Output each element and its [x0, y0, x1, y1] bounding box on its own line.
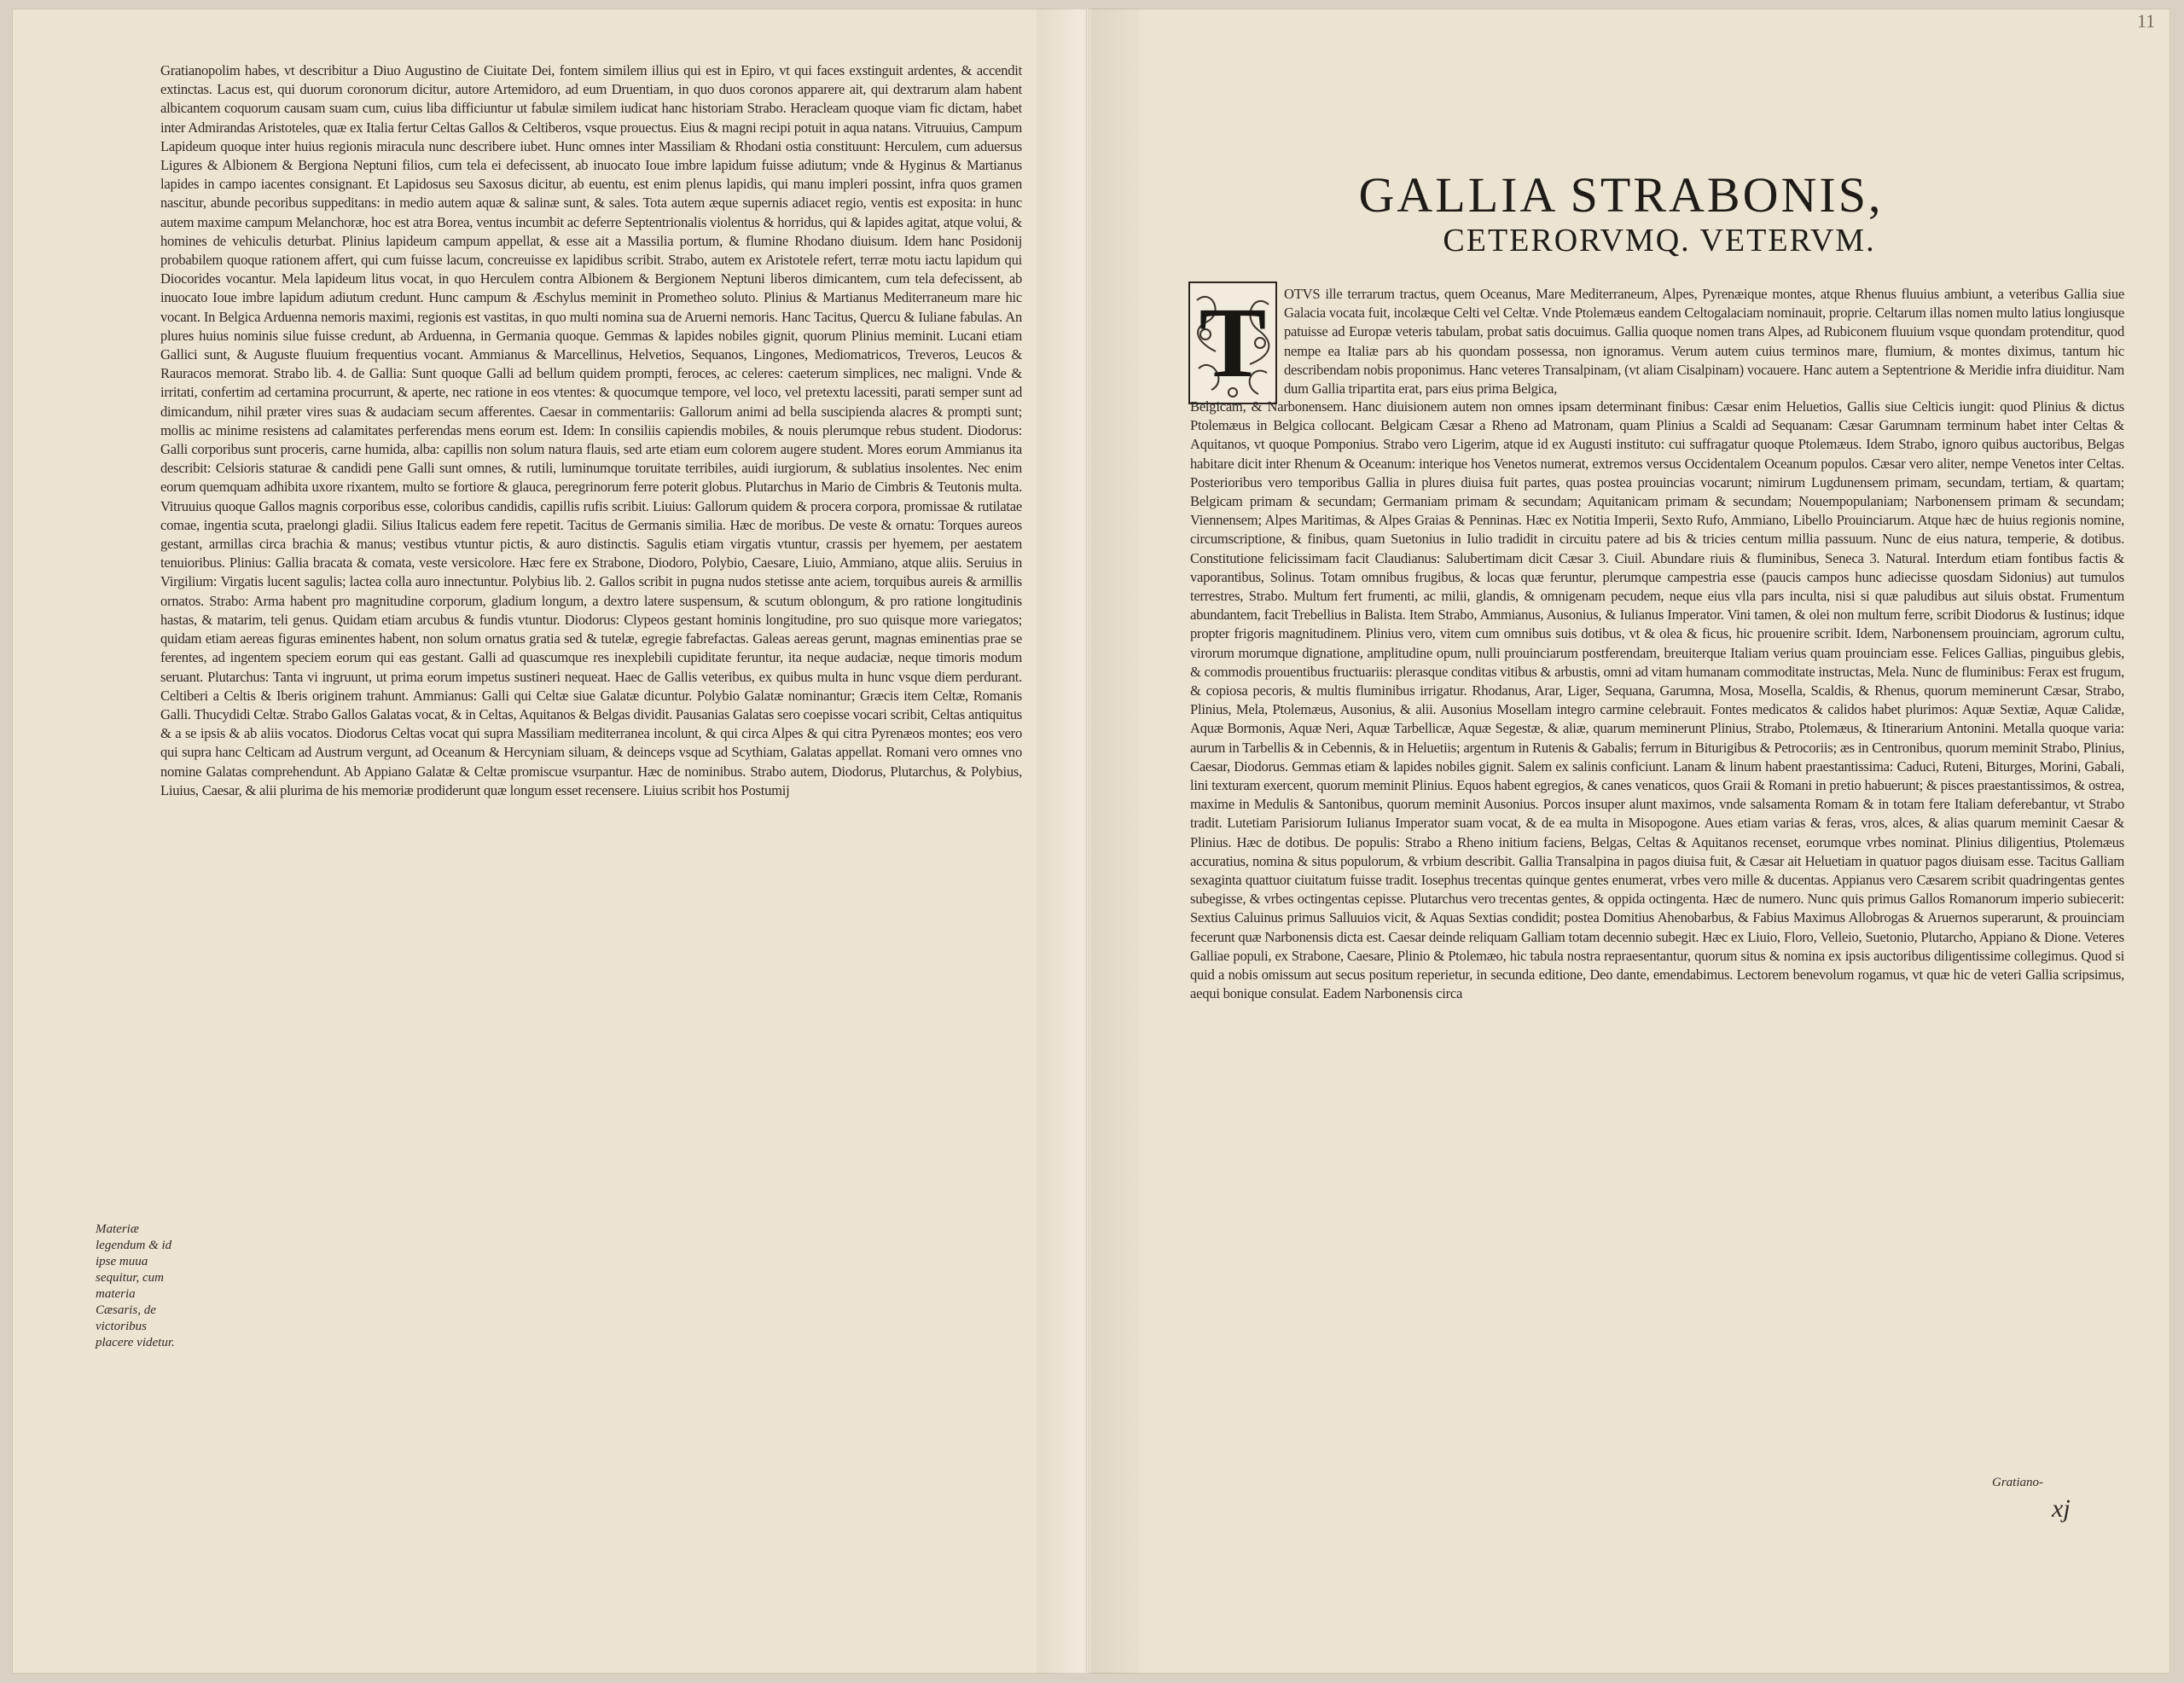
left-page [26, 26, 1032, 1663]
right-page [1139, 26, 2158, 1663]
page-number: xj [2052, 1494, 2071, 1523]
left-margin-note: Materiæ legendum & id ipse muua sequitur, cum materia Cæsaris, de victoribus placere videtur. [96, 1222, 175, 1349]
initial-letter: T [1199, 287, 1267, 398]
page-title: GALLIA STRABONIS, [1358, 167, 1884, 223]
right-body-text-intro: OTVS ille terrarum tractus, quem Oceanus, Mare Mediterraneum, Alpes, Pyrenæique montes, atque Rhenus fluuius ambiunt, a veteribus Gallia siue Galacia vocata fuit, incolæque Celti vel Celtæ. Vnde Ptolemæus eandem Celtogalaciam nominauit, proprie. Celtarum illas nomen multo latius longiusque patuisse ad Europæ veteris tabulam, probat satis docuimus. Gallia quoque nomen trans Alpes, ad Rubiconem fluuium vsque quondam protenditur, quod nempe ea Italiæ pars ab his quondam possessa, non ignoramus. Verum autem cuius terminos mare, flumium, & montes diximus, tantum hic describendam nobis proponimus. Hanc veteres Transalpinam, (vt aliam Cisalpinam) vocauere. Hanc autem a Septentrione & Meridie infra diuiditur. Nam dum Gallia tripartita erat, pars eius prima Belgica, [1284, 286, 2124, 398]
corner-mark: 11 [2137, 10, 2156, 32]
right-body-text: Belgicam, & Narbonensem. Hanc diuisionem autem non omnes ipsam determinant finibus: Cæsar enim Heluetios, Gallis siue Celticis iungit: quod Plinius & dictus Ptolemæus in Belgica collocant. Belgicam Cæsar a Rheno ad Matronam, quam Plinius a Scaldi ad Sequanam: Cæsar Garumnam terminum habet inter Celtas & Aquitanos, vt quoque Pomponius. Strabo vero Ligerim, atque id ex Augusti instituto: cui suffragatur quoque Ptolemæus. Idem Strabo, ignoro quibus auctoribus, Belgas habitare dicit inter Rhenum & Oceanum: interique hos Venetos numerat, extremos versus Occidentalem Oceanum populos. Cæsar vero aliter, nempe Venetos inter Celtas. Posterioribus vero temporibus Gallia in plures diuisa fuit partes, quas postea prouincias vocarunt; nimirum Lugdunensem primam, secundam, tertiam, & quartam; Belgicam primam & secundam; Germaniam primam & secundam; Aquitanicam primam & secundam; Nouempopulaniam; Narbonensem primam & secundam; Viennensem; Alpes Maritimas, & Alpes Graias & Penninas. Hæc ex Notitia Imperii, Sexto Rufo, Ammiano, Libello Prouinciarum. Atque hæc de huius regionis nomine, circumscriptione, & finibus, quam Suetonius in Iulio tradidit in circuitu patere ad bis & tricies centum millia passuum. Nunc de eius natura, temperie, & dotibus. Constitutione felicissimam facit Claudianus: Salubertimam dicit Cæsar 3. Ciuil. Abundare riuis & fluminibus, Seneca 3. Natural. Interdum etiam fontibus factis & vaporantibus, Solinus. Totam omnibus frugibus, & locas quæ feruntur, plerumque campestria esse (paucis campos hunc adiecisse quosdam Sidonius) aut tumulos terrestres, Strabo. Multum fert frumenti, ac milii, glandis, & omnigenam pecudem, neque eius vlla pars inculta, nisi si quæ paludibus aut siluis obstat. Frumentum abundantem, facit Trebellius in Balista. Item Strabo, Ammianus, Ausonius, & Iulianus Imperator. Vini tamen, & olei non multum ferre, scribit Diodorus & Iustinus; idque propter frigoris magnitudinem. Plinius vero, vitem cum omnibus suis dotibus, vt & olea & ficus, hic prouenire scribit. Idem, Narbonensem prouinciam, agrorum cultu, virorum morumque dignatione, amplitudine opum, nulli prouinciarum postferendam, breuiterque Italiam verius quam prouinciam esse. Felices Gallias, pinguibus glebis, & commodis prouentibus fructuariis: plerasque conditas vitibus & arbustis, omni ad vitam humanam commoditate instructas, Mela. Nunc de fluminibus: Ferax est frugum, & copiosa pecoris, & multis fluminibus irrigatur. Rhodanus, Arar, Liger, Sequana, Garumna, Mosa, Mosella, Scaldis, & Rhenus, quorum meminerunt Cæsar, Strabo, Plinius, Mela, Ptolemæus, Ausonius, & alii. Ausonius Mosellam integro carmine celebrauit. Fontes medicatos & calidos habet plurimos: Aquæ Sextiæ, Aquæ Calidæ, Aquæ Bormonis, Aquæ Neri, Aquæ Tarbellicæ, Aquæ Segestæ, & aliæ, quarum meminerunt Plinius, Strabo, Ptolemæus, & Itinerarium Antonini. Metalla quoque varia: aurum in Tarbellis & in Cebennis, & in Heluetiis; argentum in Rutenis & Gabalis; ferrum in Biturigibus & Petrocoriis; æs in Centronibus, quorum meminit Strabo, Plinius, Caesar, Diodorus. Gemmas etiam & lapides nobiles gignit. Salem ex salinis conficiunt. Lanam & linum habent praestantissima: Caduci, Ruteni, Biturges, Morini, Gabali, lini texturam exercent, quorum meminit Plinius. Equos habent egregios, & canes venaticos, quos Graii & Romani in pretio habuerunt; & pisces praestantissimos, & ostrea, maxime in Medulis & Santonibus, quorum meminit Ausonius. Porcos insuper alunt maximos, vnde salsamenta Romam & in totam fere Italiam deferebantur, vt Strabo tradit. Lutetiam Parisiorum Iulianus Imperator suam vocat, & de ea multa in Misopogone. Aues etiam varias & feras, vros, alces, & alias quarum meminit Caesar & Plinius. Hæc de dotibus. De populis: Strabo a Rheno initium faciens, Belgas, Celtas & Aquitanos recenset, eorumque vrbes nominat. Plinius diligentius, Ptolemæus accuratius, nomina & situs populorum, & vrbium describit. Gallia Transalpina in pagos diuisa fuit, & Cæsar ait Heluetiam in quatuor pagos diuisam esse. Tacitus Galliam sexaginta quattuor ciuitatum fuisse tradit. Iosephus trecentas quinque gentes enumerat, vrbes vero mille & ducentas. Appianus vero Cæsarem scribit quadringentas gentes subegisse, & vrbes octingentas cepisse. Plutarchus vero trecentas gentes, & oppida octingenta. Hæc de numero. Nunc quis primus Gallos Romanorum imperio subiecerit: Sextius Caluinus primus Salluuios vicit, & Aquas Sextias condidit; postea Domitius Ahenobarbus, & Fabius Maximus Allobrogas & Aruernos superarunt, & prouinciam fecerunt quæ Narbonensis dicta est. Caesar deinde reliquam Galliam totam decennio subegit. Hæc ex Liuio, Floro, Velleio, Suetonio, Plutarcho, Appiano & Dione. Veteres Galliae populi, ex Strabone, Caesare, Plinio & Ptolemæo, hic tabula nostra repraesentantur, quorum situs & nomina ex ipsis auctoribus diligentissime collegimus. Quod si quid a nobis omissum aut secus positum reperietur, in secunda editione, Deo dante, emendabimus. Lectorem benevolum rogamus, vt quæ hic de veteri Gallia scripsimus, aequi bonique consulat. Eadem Narbonensis circa [1190, 398, 2124, 1002]
left-body-text: Gratianopolim habes, vt describitur a Diuo Augustino de Ciuitate Dei, fontem similem illius qui est in Epiro, vt qui faces exstinguit ardentes, & accendit extinctas. Lacus est, qui duorum coronorum dicitur, autore Artemidoro, ad eum Druentiam, in quo duos coronos apparere ait, qui dextrarum alam habent albicantem coquorum causam suam cum, cuius liba difficiuntur ut fabulæ similem iudicat hanc historiam Strabo. Heracleam quoque viam fic dictam, habet inter Admirandas Aristoteles, quæ ex Italia fertur Celtas Gallos & Celtiberos, vsque prouectus. Eius & magni recipi potuit in aqua natans. Vitruuius, Campum Lapideum quoque inter huius regionis miracula nunc describere iubet. Hunc omnes inter Massiliam & Rhodani ostia constituunt: Herculem, cum aduersus Ligures & Albionem & Bergiona Neptuni filios, cum tela ei defecissent, ab inuocato Ioue imbre lapidum fuisse adiutum; vnde & Hyginus & Martianus lapides in campo iacentes consignant. Et Lapidosus seu Saxosus dicitur, ab euentu, est enim plenus lapidis, qui manu impleri possint, infra quos gramen nascitur, abunde pecoribus suppeditans: in medio autem aquæ & salinæ sunt, & sales. Tota autem æque supernis adiacet regio, ventis est exposita: in hunc autem maxime campum Melanchoræ, hoc est atra Borea, ventus incumbit ac deferre Septentrionalis violentus & horridus, qui & lapides agitat, atque volui, & homines de vehiculis deturbat. Plinius lapideum campum appellat, & esse ait a Massilia portum, & flumine Rhodano diuisum. Idem hanc Posidonij probabilem quoque rationem affert, qui cum fuisse lacum, concreuisse ex lapidibus scribit. Strabo, autem ex Aristotele refert, terræ motu iactu lapidum qui Diocorides vocantur. Mela lapideum litus vocat, in quo Herculem contra Albionem & Bergionem Neptuni liberos dimicantem, cum tela defecissent, ab inuocato Ioue imbre lapidum adiutum credunt. Hunc campum & Æschylus meminit in Prometheo soluto. Plinius & Martianus Mediterraneum mare hic vocant. In Belgica Arduenna nemoris maximi, regionis est vastitas, in quo multi nomina sua de Aruerni nemoris. Hanc Tacitus, Quercu & Iuliane fabulas. An plures huius nominis silue fuisse credunt, ab Arduenna, in Germania quoque. Gemmas & lapides nobiles gignit, quorum Plinius meminit. Lucani etiam Gallici sunt, & Auguste fluuium frequentius vocant. Ammianus & Marcellinus, Helvetios, Sequanos, Lingones, Mediomatricos, Treveros, Leucos & Rauracos memorat. Strabo lib. 4. de Gallia: Sunt quoque Galli ad bellum quidem prompti, feroces, ac celeres: caeterum simplices, nec maligni. Vnde & irritati, confertim ad certamina procurrunt, & aperte, nec ratione in eos vtentes: & quocumque tempore, vel loco, vel pretextu lacessiti, parati semper sunt ad dimicandum, nihil præter vires suas & audaciam secum afferentes. Caesar in commentariis: Gallorum animi ad bella suscipienda alacres & prompti sunt; mollis ac minime resistens ad calamitates perferendas mens eorum est. Idem: In consiliis capiendis mobiles, & nouis plerumque rebus student. Diodorus: Galli corporibus sunt proceris, carne humida, alba: capillis non solum natura flauis, sed arte etiam eum colorem augere student. Mores eorum Ammianus ita describit: Celsioris staturae & candidi pene Galli sunt omnes, & rutili, luminumque toruitate terribiles, auidi iurgiorum, & sublatius insolentes. Nec enim eorum quemquam adhibita uxore rixantem, multo se fortiore & glauca, peregrinorum ferre poterit globus. Plutarchus in Mario de Cimbris & Teutonis multa. Vitruuius quoque Gallos magnis corporibus esse, coloribus candidis, capillis rufis scribit. Liuius: Gallorum quidem & procera corpora, promissae & rutilatae comae, ingentia scuta, praelongi gladii. Silius Italicus eadem fere repetit. Tacitus de Germanis similia. Hæc de moribus. De veste & ornatu: Torques aureos gestant, armillas circa brachia & manus; vestibus vtuntur pictis, & auro distinctis. Sagulis etiam virgatis vtuntur, crassis per hyemem, per aestatem tenuioribus. Plinius: Gallia bracata & comata, veste versicolore. Hæc fere ex Strabone, Diodoro, Polybio, Caesare, Liuio, Ammiano, atque aliis. Seruius in Virgilium: Virgatis lucent sagulis; lactea colla auro innectuntur. Polybius lib. 2. Gallos scribit in pugna nudos stetisse ante aciem, torquibus aureis & armillis ornatos. Strabo: Arma habent pro magnitudine corporum, gladium longum, a dextro latere suspensum, & scutum oblongum, & pro ratione longitudinis hastas, & matarim, teli genus. Quidam etiam arcubus & fundis vtuntur. Diodorus: Clypeos gestant hominis longitudine, pro suo quisque more variegatos; quidam etiam aereas figuras eminentes habent, non solum ornatus gratia sed & tutelæ, egregie fabrefactas. Galeas aereas gerunt, magnas eminentias prae se ferentes, ad ingentem speciem eorum qui eas gestant. Galli ad quascumque res inexplebili cupiditate feruntur, ita neque audaciæ, neque timoris modum seruant. Plutarchus: Tanta vi ingruunt, ut prima eorum impetus sustineri nequeat. Haec de Gallis veteribus, ex quibus multa in hunc vsque diem perdurant. Celtiberi a Celtis & Iberis originem trahunt. Ammianus: Galli qui Celtæ siue Galatæ dicuntur. Polybio Galatæ nominantur; Græcis item Celtæ, Romanis Galli. Thucydidi Celtæ. Strabo Gallos Galatas vocat, & in Celtas, Aquitanos & Belgas dividit. Pausanias Galatas sero coepisse vocari scribit, Celtas antiquitus & a se ipsis & ab aliis vocatos. Diodorus Celtas vocat qui supra Massiliam mediterranea incolunt, & qui circa Alpes & qui citra Pyrenæos montes; eos vero qui supra hanc Celticam ad Austrum vergunt, ad Oceanum & Hercyniam siluam, & deinceps vsque ad Scythiam, Galatas appellat. Romani vero omnes vno nomine Galatas comprehendunt. Ab Appiano Galatæ & Celtæ promiscue vsurpantur. Hæc de nominibus. Strabo autem, Diodorus, Plutarchus, & Polybius, Liuius, Caesar, & alii plurima de his memoriæ prodiderunt quæ longum esset recensere. Liuius scribit hos Postumij [160, 62, 1022, 798]
center-fold [1086, 9, 1089, 1674]
page-subtitle: CETERORVMQ. VETERVM. [1443, 223, 1876, 258]
catchword: Gratiano- [1992, 1476, 2043, 1489]
decorated-initial [1188, 281, 1277, 404]
